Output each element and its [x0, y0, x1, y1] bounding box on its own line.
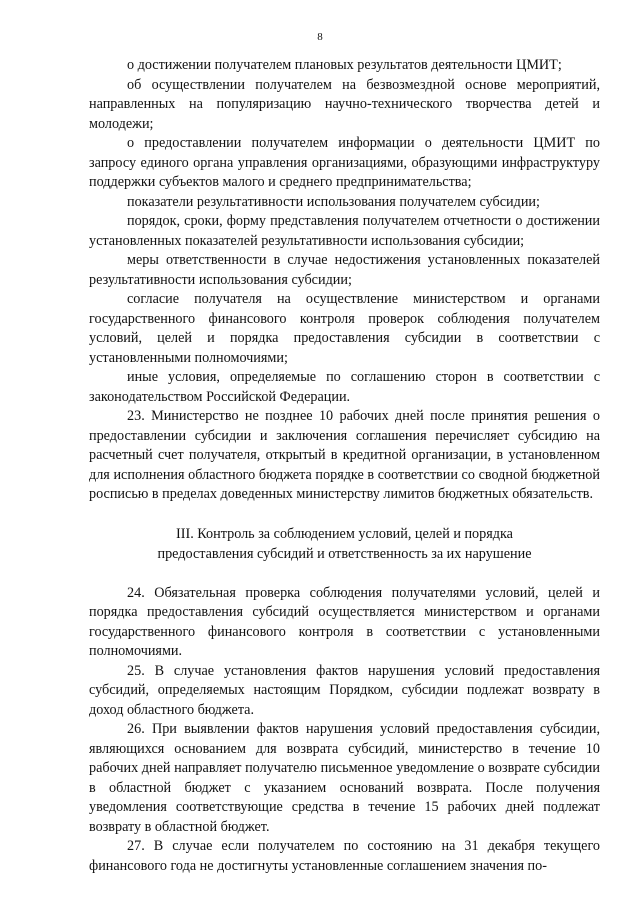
- paragraph: порядок, сроки, форму представления получателем отчетности о достижении установленных показателей результативности использования субсидии;: [89, 213, 600, 249]
- paragraph-27: 27. В случае если получателем по состоянию на 31 декабря текущего финансового года не достигнуты установленные соглашением значения по-: [89, 838, 600, 874]
- section-heading-line: предоставления субсидий и ответственность за их нарушение: [157, 545, 532, 562]
- section-heading: [89, 524, 600, 564]
- page-number: 8: [317, 31, 323, 43]
- paragraph: о достижении получателем плановых результатов деятельности ЦМИТ;: [127, 57, 562, 73]
- paragraph: иные условия, определяемые по соглашению сторон в соответствии с законодательством Российской Федерации.: [89, 369, 600, 405]
- paragraph-25: 25. В случае установления фактов нарушения условий предоставления субсидий, определяемых настоящим Порядком, субсидии подлежат возврату в доход областного бюджета.: [89, 662, 600, 718]
- paragraph: меры ответственности в случае недостижения установленных показателей результативности использования субсидии;: [89, 252, 600, 288]
- paragraph: об осуществлении получателем на безвозмездной основе мероприятий, направленных на популяризацию научно-технического творчества детей и молодежи;: [89, 76, 600, 132]
- paragraph: о предоставлении получателем информации о деятельности ЦМИТ по запросу единого органа управления организациями, образующими инфраструктуру поддержки субъектов малого и среднего предпринимательства;: [89, 135, 600, 190]
- paragraph: согласие получателя на осуществление министерством и органами государственного финансового контроля проверок соблюдения получателем условий, целей и порядка предоставления субсидии в соответствии с установленными полномочиями;: [89, 291, 600, 366]
- paragraph: показатели результативности использования получателем субсидии;: [127, 193, 540, 210]
- document-body: [89, 56, 600, 876]
- paragraph-23: 23. Министерство не позднее 10 рабочих дней после принятия решения о предоставлении субсидии и заключения соглашения перечисляет субсидию на расчетный счет получателя, открытый в кредитной организации, в установленном для исполнения областного бюджета порядке в соответствии со сводной бюджетной росписью в пределах доведенных министерству лимитов бюджетных обязательств.: [89, 408, 600, 502]
- paragraph-24: 24. Обязательная проверка соблюдения получателями условий, целей и порядка предоставления субсидий осуществляется министерством и органами государственного финансового контроля в соответствии с установленными полномочиями.: [89, 584, 600, 659]
- section-heading-line: III. Контроль за соблюдением условий, целей и порядка: [176, 525, 513, 542]
- paragraph-26: 26. При выявлении фактов нарушения условий предоставления субсидии, являющихся основанием для возврата субсидий, министерство в течение 10 рабочих дней направляет получателю письменное уведомление о возврате субсидии в областной бюджет с указанием оснований возврата. После получения уведомления соответствующие средства в течение 15 рабочих дней подлежат возврату в областной бюджет.: [89, 721, 600, 835]
